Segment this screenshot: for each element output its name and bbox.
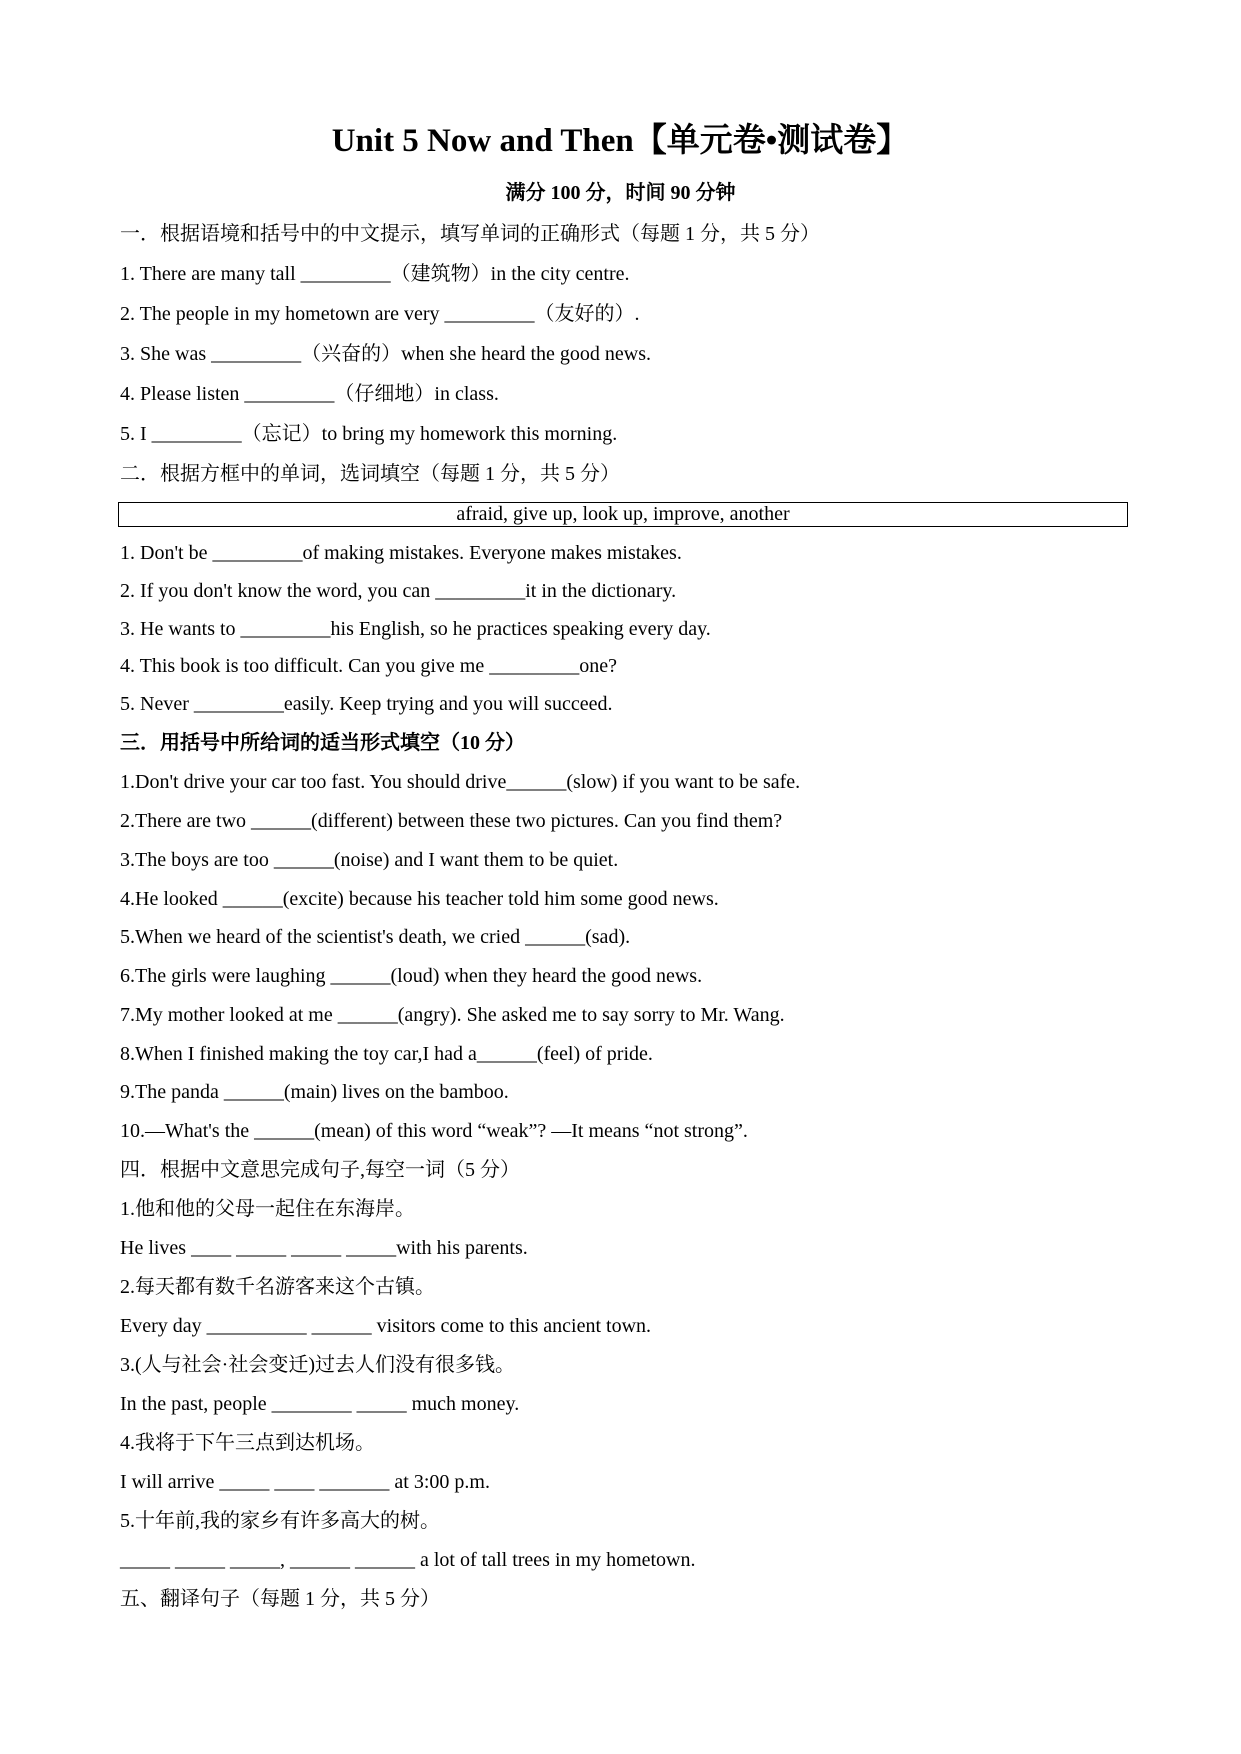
section-2-item: 5. Never _________easily. Keep trying and you will succeed. [120, 693, 613, 715]
section-4-prompt: 4.我将于下午三点到达机场。 [120, 1432, 375, 1454]
page-subtitle: 满分 100 分，时间 90 分钟 [505, 182, 736, 204]
section-3-item: 5.When we heard of the scientist's death, we cried ______(sad). [120, 926, 631, 948]
section-3-heading: 三．用括号中所给词的适当形式填空（10 分） [120, 732, 525, 754]
section-1-item: 3. She was _________（兴奋的）when she heard the good news. [120, 343, 652, 365]
section-3-item: 2.There are two ______(different) between these two pictures. Can you find them? [120, 810, 783, 832]
section-3-item: 6.The girls were laughing ______(loud) when they heard the good news. [120, 965, 703, 987]
page-title: Unit 5 Now and Then【单元卷•测试卷】 [331, 123, 910, 159]
section-4-answer-line: He lives ____ _____ _____ _____with his parents. [120, 1237, 528, 1259]
section-1-item: 1. There are many tall _________（建筑物）in the city centre. [120, 263, 630, 285]
section-4-heading: 四．根据中文意思完成句子,每空一词（5 分） [120, 1159, 520, 1181]
section-4-answer-line: In the past, people ________ _____ much money. [120, 1393, 520, 1415]
section-3-item: 10.—What's the ______(mean) of this word “weak”? —It means “not strong”. [120, 1120, 748, 1142]
section-2-heading: 二．根据方框中的单词，选词填空（每题 1 分，共 5 分） [120, 463, 620, 485]
section-4-prompt: 2.每天都有数千名游客来这个古镇。 [120, 1276, 435, 1298]
section-3-item: 8.When I finished making the toy car,I had a______(feel) of pride. [120, 1043, 653, 1065]
section-3-item: 1.Don't drive your car too fast. You should drive______(slow) if you want to be safe. [120, 771, 801, 793]
section-3-item: 9.The panda ______(main) lives on the bamboo. [120, 1081, 509, 1103]
section-4-prompt: 1.他和他的父母一起住在东海岸。 [120, 1198, 415, 1220]
section-2-item: 4. This book is too difficult. Can you give me _________one? [120, 655, 617, 677]
section-4-prompt: 3.(人与社会·社会变迁)过去人们没有很多钱。 [120, 1354, 515, 1376]
section-2-item: 3. He wants to _________his English, so he practices speaking every day. [120, 618, 711, 640]
section-3-item: 3.The boys are too ______(noise) and I want them to be quiet. [120, 849, 619, 871]
section-5-heading: 五、翻译句子（每题 1 分，共 5 分） [120, 1588, 440, 1610]
section-4-answer-line: I will arrive _____ ____ _______ at 3:00 p.m. [120, 1471, 490, 1493]
section-4-answer-line: _____ _____ _____, ______ ______ a lot of tall trees in my hometown. [120, 1549, 696, 1571]
word-bank-box: afraid, give up, look up, improve, another [118, 502, 1128, 527]
section-1-heading: 一．根据语境和括号中的中文提示，填写单词的正确形式（每题 1 分，共 5 分） [120, 223, 820, 245]
section-2-item: 2. If you don't know the word, you can _________it in the dictionary. [120, 580, 677, 602]
section-1-item: 5. I _________（忘记）to bring my homework this morning. [120, 423, 618, 445]
section-3-item: 4.He looked ______(excite) because his teacher told him some good news. [120, 888, 719, 910]
section-1-item: 2. The people in my hometown are very _________（友好的）. [120, 303, 640, 325]
section-4-answer-line: Every day __________ ______ visitors come to this ancient town. [120, 1315, 652, 1337]
section-3-item: 7.My mother looked at me ______(angry). She asked me to say sorry to Mr. Wang. [120, 1004, 785, 1026]
section-1-item: 4. Please listen _________（仔细地）in class. [120, 383, 499, 405]
section-4-prompt: 5.十年前,我的家乡有许多高大的树。 [120, 1510, 440, 1532]
section-2-item: 1. Don't be _________of making mistakes. Everyone makes mistakes. [120, 542, 682, 564]
